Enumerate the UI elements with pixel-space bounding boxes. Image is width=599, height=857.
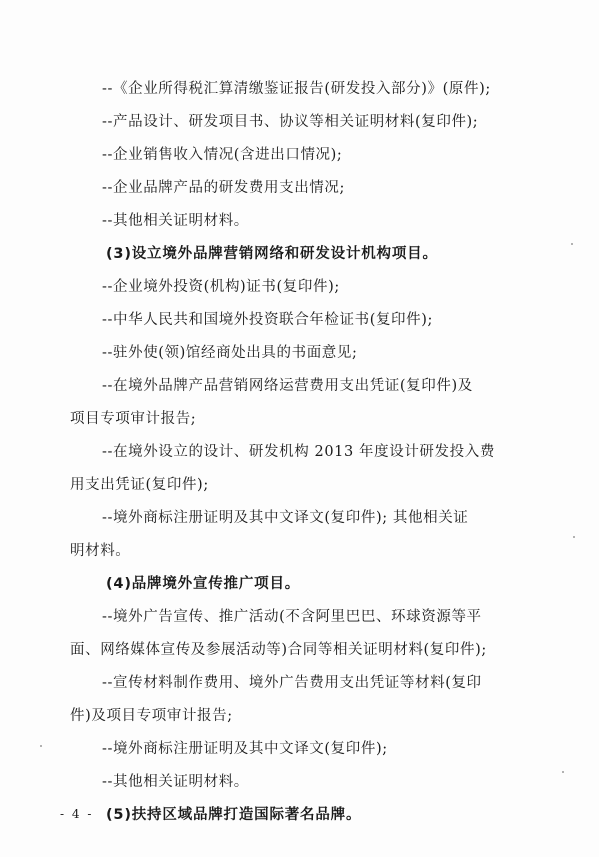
list-item: --其他相关证明材料。 <box>102 774 249 790</box>
scan-speck <box>562 771 564 773</box>
list-item: --企业境外投资(机构)证书(复印件); <box>102 279 340 295</box>
list-item: --境外广告宣传、推广活动(不含阿里巴巴、环球资源等平 <box>102 609 482 625</box>
list-item: --在境外品牌产品营销网络运营费用支出凭证(复印件)及 <box>102 378 473 394</box>
list-item-continuation: 面、网络媒体宣传及参展活动等)合同等相关证明材料(复印件); <box>70 642 487 658</box>
section-heading: (3)设立境外品牌营销网络和研发设计机构项目。 <box>106 246 438 262</box>
list-item: --境外商标注册证明及其中文译文(复印件); <box>102 741 388 757</box>
list-item: --驻外使(领)馆经商处出具的书面意见; <box>102 345 358 361</box>
list-item: --《企业所得税汇算清缴鉴证报告(研发投入部分)》(原件); <box>102 81 491 97</box>
list-item: --中华人民共和国境外投资联合年检证书(复印件); <box>102 312 433 328</box>
list-item: --宣传材料制作费用、境外广告费用支出凭证等材料(复印 <box>102 675 482 691</box>
list-item: --其他相关证明材料。 <box>102 213 249 229</box>
scan-speck <box>40 745 42 747</box>
list-item: --产品设计、研发项目书、协议等相关证明材料(复印件); <box>102 114 479 130</box>
list-item: --企业销售收入情况(含进出口情况); <box>102 147 343 163</box>
list-item-continuation: 明材料。 <box>70 543 131 559</box>
section-heading: (5)扶持区域品牌打造国际著名品牌。 <box>106 807 362 823</box>
list-item-continuation: 件)及项目专项审计报告; <box>70 708 233 724</box>
scan-speck <box>573 536 575 538</box>
list-item: --境外商标注册证明及其中文译文(复印件); 其他相关证 <box>102 510 469 526</box>
list-item-continuation: 用支出凭证(复印件); <box>70 477 209 493</box>
section-heading: (4)品牌境外宣传推广项目。 <box>106 576 301 592</box>
document-body <box>70 79 532 825</box>
scan-speck <box>571 243 573 245</box>
list-item-continuation: 项目专项审计报告; <box>70 411 197 427</box>
page-number: - 4 - <box>60 807 94 821</box>
list-item: --企业品牌产品的研发费用支出情况; <box>102 180 345 196</box>
list-item: --在境外设立的设计、研发机构 2013 年度设计研发投入费 <box>102 444 495 460</box>
